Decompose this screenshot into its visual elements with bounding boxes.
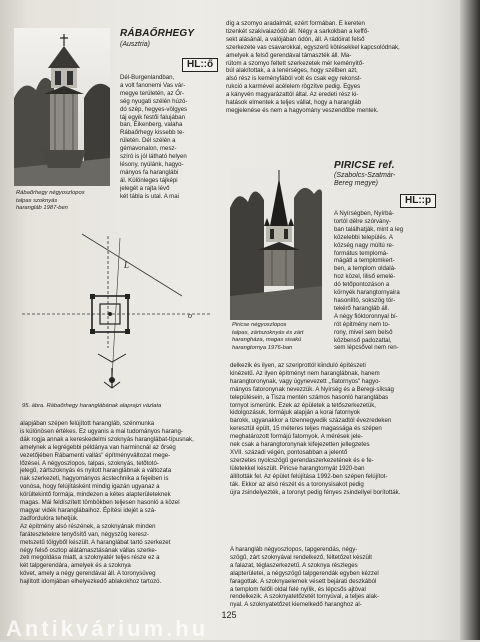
- watermark-logo: Antikvárium.hu: [6, 616, 209, 641]
- caption-photo-2: Piricse négyoszlopos talpas, zártszoknyás és zárt harangháza, magas sisakú harangtornya 1976-ban: [232, 322, 304, 351]
- entry-subtitle-piricse: (Szabolcs-Szatmár- Bereg megye): [334, 172, 396, 187]
- entry1-column-wide: díg a szomyo aradalmát, ezért formában. E kereten tizenkét szakivaiazódó áll. Négy a sarkokban a keffő- sekt alásánál, a valójában ódón, áll. A rádóirat felső szerkezete vas csavarokkal, egyszerű kötésekkel kapcsolódnak, amelyek a felső gerendával támaszték áll. Ma- rütom a szomyo feltett szerkezetek mér keményítő- búl alakítottak, a a lenérséges, hogy szélben azt, alsó rész is keményfából volt és csak egy rekonst- rukció a karmével acélelem rögzítve pedig. Egyes a kányvén magyarázattól által. Az eredeti rész ki- hatások elmentek a teljes vállat, hogy a harangláb megjelenése és nem a hagyomány veszendőbe mentek.: [226, 20, 400, 114]
- svg-text:L: L: [124, 260, 130, 270]
- entry1-column-narrow: Dél-Burgenlandban, a volt fanonemi Vas vár- megye területén, az Őr- ség nyugati szélén húzó- dó szép, hegyes-völgyes táj egyik festői falujában ban, Eikenberg, valaha Rábaőrhegy kissebb te- rületén. Dél szélén a gémavonalon, mesz- szíró is jól látható helyen lésony, nyúlánk, hagyo- mányos fa haranglábi ál. Különleges tájképi jelegét a rajta lévő két tábla is utal. A mai: [120, 74, 188, 200]
- entry2-body-continued: A harangláb négyoszlopos, tapgerendás, négy- szögű, zárt szoknyával rendelkező, féltetőzet készült a falazat, téglaszerkezetű. A szoknya részleges alapterületei, a négyszögű talpgerendák egyben kézzel faragottak. A szoknyaelemek vésett bejárati deszkából a templom felőli oldal felé nyílik, és lépcsős ajtóval rendelkezik. A szoknyatetőzetét tornyúval, a teljes alak- nyal. A szoknyatetőzet kiemelkedő haranghoz al-: [230, 546, 380, 609]
- classification-badge-2: HL::p: [400, 194, 436, 208]
- entry-title-piricse: PIRICSE ref.: [334, 160, 395, 171]
- entry-subtitle-rabaorhegy: (Ausztria): [120, 41, 150, 48]
- classification-badge-1: HL::ő: [182, 58, 218, 72]
- page-edge-shadow: [460, 0, 480, 640]
- belfry-photo-1-image: [14, 28, 110, 186]
- svg-text:o: o: [188, 311, 192, 320]
- photo-piricse-tower: [230, 168, 322, 320]
- photo-rabaorhegy-belfry: [14, 28, 110, 186]
- entry2-column-narrow: A Nyírségben, Nyírbá- tortól délre szórvány- ban találhatják, mint a leg közelebbi település. A község nagy múltú re- formátus templomá- mágátl a templomkert- ben, a templom oldalá- hoz közel, liliső emelé- dó tetőpontozáson a környék harangtornyaira hasonlító, sokszög tör- tekérő harangláb áll. A négy fióktoronnyal bí- rót épitmény nem to- rony, mivel sem belső közbenső padozattal, sem lépcsővel nem ren-: [334, 210, 404, 352]
- belfry-photo-2-image: [230, 168, 322, 320]
- page-number: 125: [221, 610, 237, 620]
- floor-plan-sketch: [12, 228, 218, 396]
- entry2-body: delkezik és ilyen, az szeriprottól kiinduló építészeti kinézetű. Az ilyen építményt nem haranglábnak, hanem harangtoronynak, vagy úgynevezett ,,fiatornyos" hagyo- mányos fatoronynak nevezzük. A Nyírség és a Beregi-síkság településein, a Tisza mentén számos hasonló haranglábas tornyot ismerünk. Ezek az épületek a tetőszerkezetük, kidolgozásuk, formájuk alapján a korai fatornyok barokk, ugyanakkor a tizennegyedik századtól évezredeken keresztül épült, 15 méteres teljes magassága és szépen meghatározott formájú fatornyok. A mérések jele- nek csak a harangtoronynak kifejezetten jellegzetes XVII. századi végén, pontosabban a jelentő szerzetes nyolcszögű gerendaszerkezetének és e fe- lületekkel készült. Piricse harangtornyát 1920-ban állították fel. Az épület felújítása 1992-ben szépen felújítot- ták. Ekkor az alsó részét és a toronysisakot pedig újra zsindelyezték, a toronyt pedig fényes zsindellyel borították.: [230, 362, 401, 496]
- caption-photo-1: Rábaőrhegy négyoszlopos talpas szoknyás harangláb 1987-ben: [16, 190, 85, 212]
- entry-title-rabaorhegy: RÁBAŐRHEGY: [120, 28, 195, 39]
- figure-caption: 95. ábra. Rábaőrhegy haranglábának alaprajzi vázlata: [22, 403, 162, 409]
- left-column-text: alapjában szépen felújított harangláb, szénmunka is különösen értékes. Ez ugyanis a mai tudományos harang- dák rogja annak a kereskedelmi szoknyás haranglábat-típusnak, amelynek a legrégebbi példánya van harmincnál az őrség vezetőjében Rábamenti vallás" építményváltozat mege- lőzései. A négyoszlopos, talpas, szoknyás, tetőtotó- jelegű, zártszoknyás és nyitott haranglábnak a változata nak szerkezeti, hagyományos ácstechnika a fejeiben is vonósa, hogy felújításként mindig igazán ugyanaz a körültekintő formája, mindezen a kétes alapterületeknek magas. Mái feldíszített tömbökben teljesen hasonló a közel magyar vidék haranglábaihoz. Építési idejét a szá- zadfordulóra tehetjük. Az építmény alsó részének, a szoknyának minden faráteszletekre tenyősítő van, négyszög keresz- metszetű tölgyből készült. A haranglábat tartó szerkezet négy felső oszlop alátámasztásának vállas szerke- zeti megoldása miatt, a szoknyatér teljes része ez a két talpgerendára, amelyek és a szoknya követ, amely a négy gerendával áll. A toronysüveg hajlított idomjában elhelyezkedő ablakokhoz tartozó.: [20, 420, 194, 586]
- floor-plan-drawing: [12, 228, 218, 396]
